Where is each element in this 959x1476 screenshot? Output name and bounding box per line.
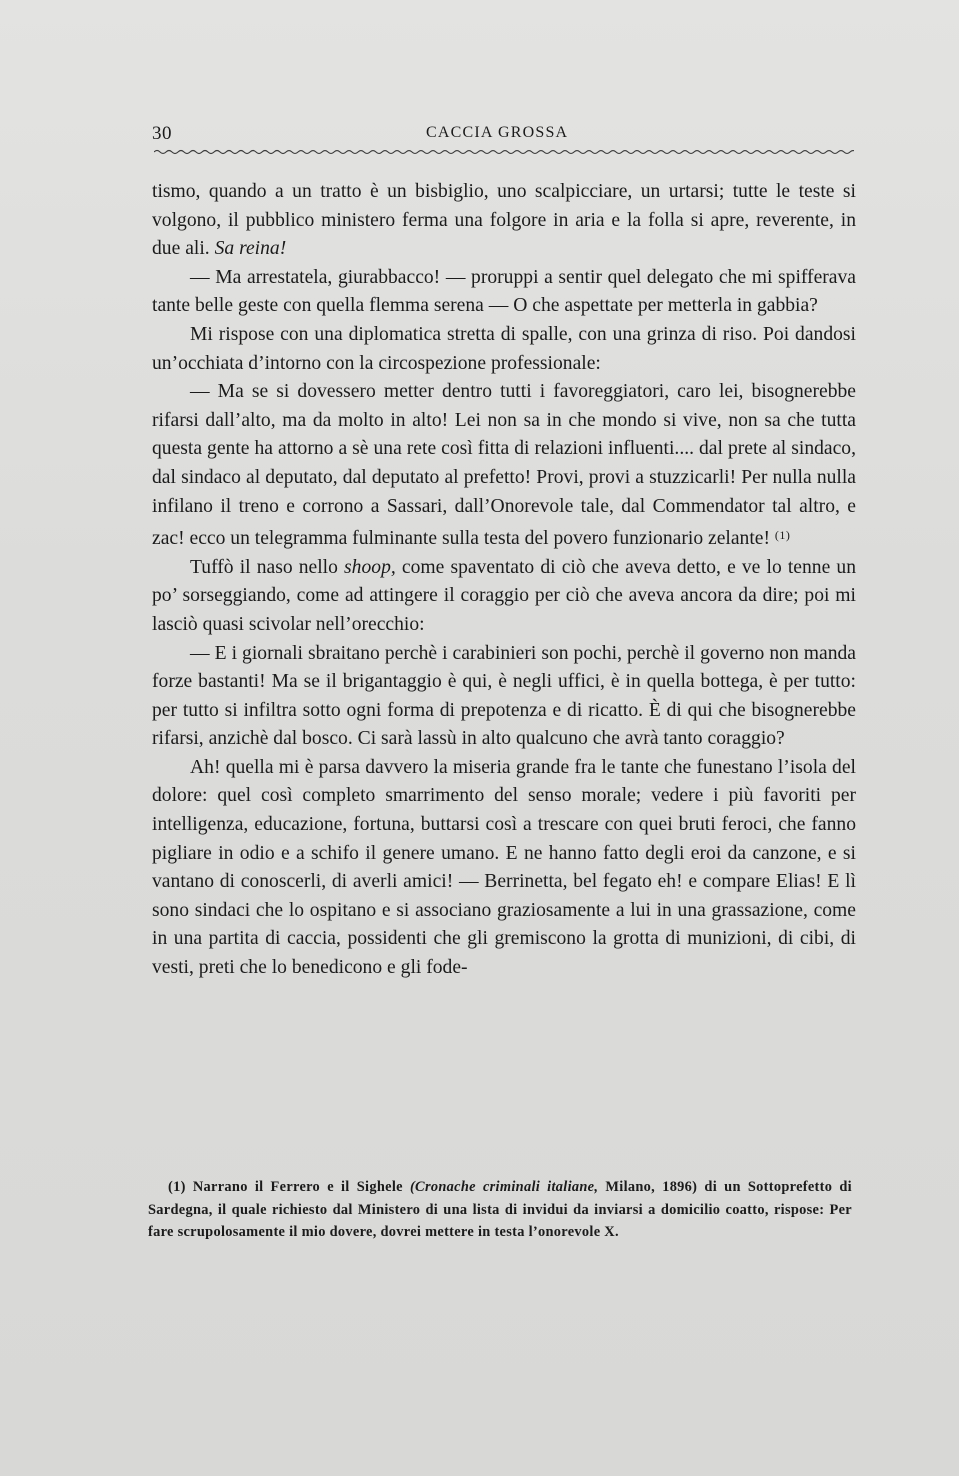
page-header [152, 121, 854, 145]
paragraph: Mi rispose con una diplomatica stretta di spalle, con una grinza di riso. Poi dandosi un’occhiata d’intorno con la circospezione professionale: [152, 323, 856, 374]
main-text [152, 178, 856, 983]
running-title: CACCIA GROSSA [426, 124, 569, 141]
paragraph-text: tismo, quando a un tratto è un bisbiglio, uno scalpicciare, un urtarsi; tutte le teste si volgono, il pubblico ministero ferma una folgore in aria e la folla si apre, reverente, in due ali. [152, 181, 856, 260]
footnote-text-end: Milano, 1896) di un Sottoprefetto di Sardegna, il quale richiesto dal Ministero di una lista di invidui da inviarsi a domicilio coatto, rispose: Per fare scrupolosamente il mio dovere, dovrei mettere in testa l’onorevole X. [148, 1179, 852, 1241]
paragraph-text: come spaventato di ciò che aveva detto, e ve lo tenne un po’ sorseggiando, come ad attingere il coraggio per ciò che aveva ancora da dire; poi mi lasciò quasi scivolar nell’orecchio: [152, 556, 857, 635]
footnote-marker: (1) [168, 1179, 186, 1195]
italic-word: shoop, [344, 556, 396, 578]
footnote-text-start: Narrano il Ferrero e il Sighele [192, 1179, 403, 1195]
paragraph: — E i giornali sbraitano perchè i carabinieri son pochi, perchè il governo non manda forze bastanti! Ma se il brigantaggio è qui, è negli uffici, è in quella bottega, è per tutto: per tutto si infiltra sotto ogni forma di prepotenza e di ricatto. È di qui che bisognerebbe rifarsi, anzichè dal bosco. Ci sarà lassù in alto qualcuno che avrà tanto coraggio? [152, 642, 856, 750]
paragraph [152, 178, 856, 264]
footnote-reference: (1) [774, 528, 791, 543]
paragraph-text: — Ma se si dovessero metter dentro tutti i favoreggiatori, caro lei, bisognerebbe rifarsi dall’alto, ma da molto in alto! Lei non sa in che mondo si vive, non sa che tutta questa gente ha attorno a sè una rete così fitta di relazioni influenti.... dal prete al sindaco, dal sindaco al deputato, dal deputato al prefetto! Provi, provi a stuzzicarli! Per nulla nulla infilano il treno e corrono a Sassari, dall’Onorevole tale, dal Commendator tal altro, e zac! ecco un telegramma fulminante sulla testa del povero funzionario zelante! [152, 381, 856, 550]
footnote-text [148, 1176, 852, 1244]
paragraph [152, 554, 856, 640]
paragraph [152, 378, 856, 554]
page-number: 30 [152, 123, 172, 144]
paragraph: — Ma arrestatela, giurabbacco! — proruppi a sentir quel delegato che mi spifferava tante belle geste con quella flemma serena — O che aspettate per metterla in gabbia? [152, 266, 856, 317]
footnote [148, 1176, 852, 1244]
italic-phrase: Sa reina! [214, 238, 287, 260]
header-wavy-rule [154, 146, 854, 160]
paragraph-text: Tuffò il naso nello [190, 556, 338, 578]
footnote-italic-title: (Cronache criminali italiane, [409, 1179, 599, 1195]
paragraph: Ah! quella mi è parsa davvero la miseria grande fra le tante che funestano l’isola del dolore: quel così completo smarrimento del senso morale; vedere i più favoriti per intelligenza, educazione, fortuna, buttarsi così a trescare con quei bruti feroci, che fanno pigliare in odio e a schifo il genere umano. E ne hanno fatto degli eroi da canzone, e si vantano di conoscerli, di averli amici! — Berrinetta, bel fegato eh! e compare Elias! E lì sono sindaci che lo ospitano e si associano graziosamente a lui in una grassazione, come in una partita di caccia, possidenti che gli gremiscono la grotta di munizioni, di cibi, di vesti, preti che lo benedicono e gli fode- [152, 756, 856, 979]
